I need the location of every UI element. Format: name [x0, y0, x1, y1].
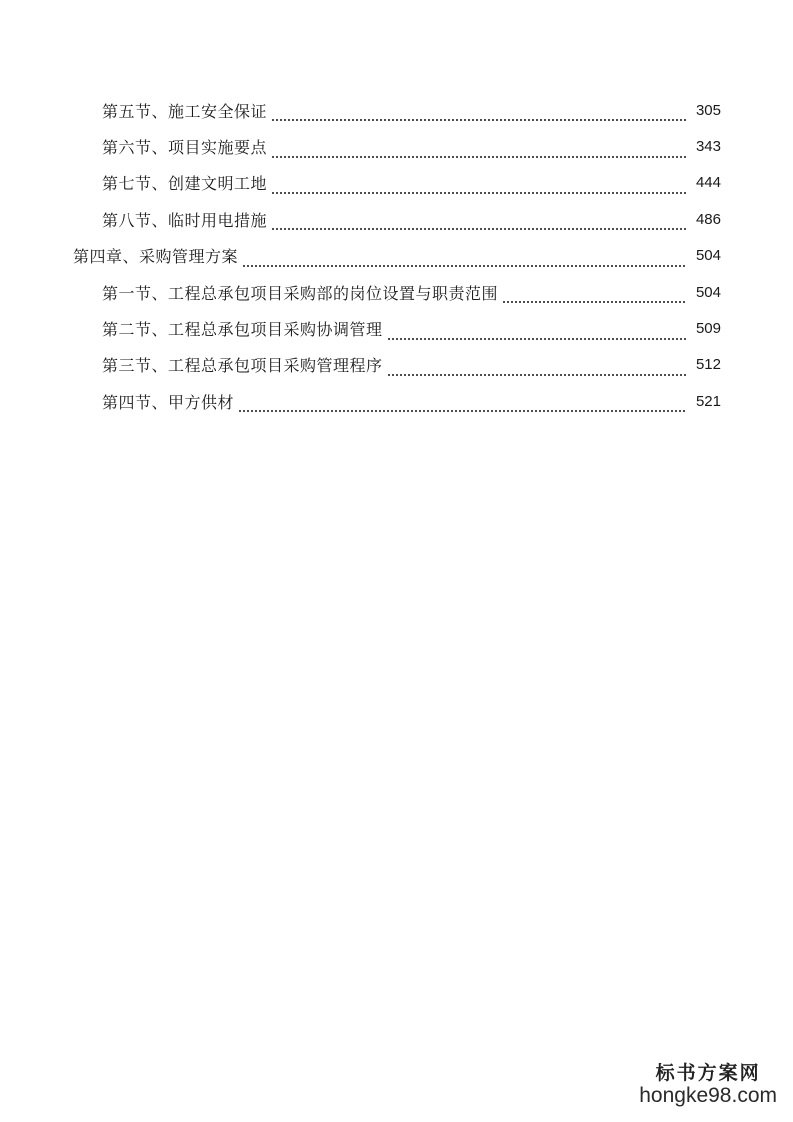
toc-entry[interactable] — [0, 165, 793, 201]
toc-dot-leader — [387, 361, 687, 377]
toc-entry-page: 305 — [695, 101, 721, 119]
toc-entry-title: 第三节、工程总承包项目采购管理程序 — [102, 356, 383, 376]
toc-dot-leader — [271, 143, 687, 159]
toc-entry-page: 444 — [695, 174, 721, 192]
toc-entry-title: 第四章、采购管理方案 — [73, 247, 239, 267]
toc-dot-leader — [242, 252, 687, 268]
toc-chapter-entry[interactable] — [0, 238, 793, 274]
toc-entry-title: 第二节、工程总承包项目采购协调管理 — [102, 320, 383, 340]
toc-entry-page: 512 — [695, 356, 721, 374]
toc-entry[interactable] — [0, 201, 793, 237]
toc-entry-title: 第四节、甲方供材 — [102, 392, 235, 412]
toc-entry[interactable] — [0, 383, 793, 419]
toc-dot-leader — [271, 106, 687, 122]
toc-entry-title: 第八节、临时用电措施 — [102, 210, 268, 230]
table-of-contents — [0, 92, 793, 420]
toc-dot-leader — [271, 215, 687, 231]
watermark-url: hongke98.com — [639, 1084, 777, 1107]
toc-entry-page: 521 — [695, 392, 721, 410]
toc-entry-title: 第六节、项目实施要点 — [102, 138, 268, 158]
toc-entry-title: 第七节、创建文明工地 — [102, 174, 268, 194]
toc-dot-leader — [387, 325, 687, 341]
toc-dot-leader — [271, 179, 687, 195]
toc-entry-page: 509 — [695, 320, 721, 338]
toc-entry-page: 343 — [695, 138, 721, 156]
toc-entry[interactable] — [0, 128, 793, 164]
toc-entry-title: 第一节、工程总承包项目采购部的岗位设置与职责范围 — [102, 283, 499, 303]
toc-entry[interactable] — [0, 274, 793, 310]
watermark-title: 标书方案网 — [655, 1062, 761, 1084]
toc-entry-page: 504 — [695, 247, 721, 265]
toc-entry[interactable] — [0, 310, 793, 346]
toc-entry[interactable] — [0, 347, 793, 383]
toc-entry-page: 486 — [695, 210, 721, 228]
toc-dot-leader — [238, 397, 687, 413]
toc-entry[interactable] — [0, 92, 793, 128]
toc-entry-title: 第五节、施工安全保证 — [102, 101, 268, 121]
watermark — [639, 1062, 777, 1108]
toc-dot-leader — [502, 288, 687, 304]
toc-entry-page: 504 — [695, 283, 721, 301]
